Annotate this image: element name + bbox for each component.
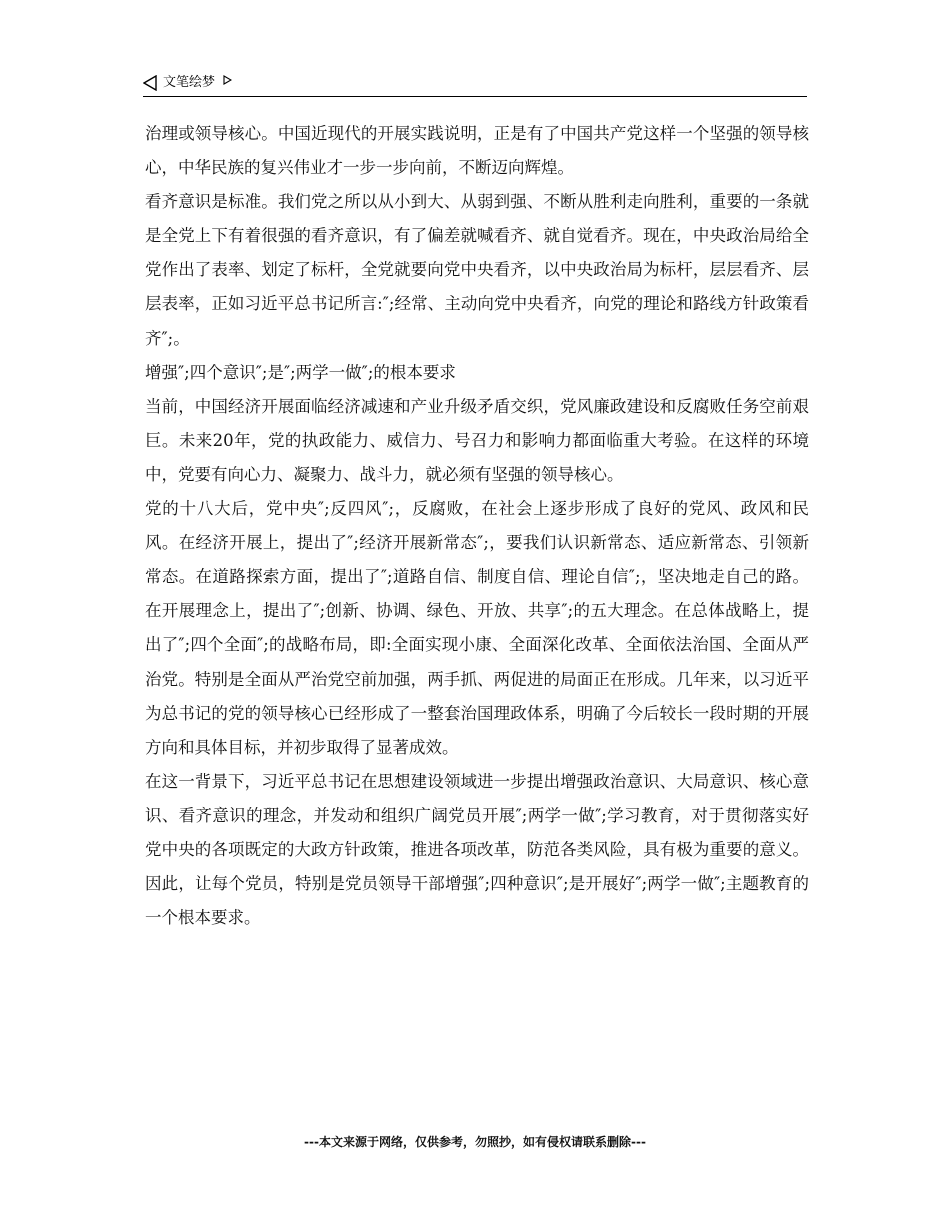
paragraph: 看齐意识是标准。我们党之所以从小到大、从弱到强、不断从胜利走向胜利，重要的一条就是全党上下有着很强的看齐意识，有了偏差就喊看齐、就自觉看齐。现在，中央政治局给全党作出了表率、划定了标杆，全党就要向党中央看齐，以中央政治局为标杆，层层看齐、层层表率，正如习近平总书记所言:″;经常、主动向党中央看齐，向党的理论和路线方针政策看齐″;。 [145,192,809,348]
paragraph: 治理或领导核心。中国近现代的开展实践说明，正是有了中国共产党这样一个坚强的领导核心，中华民族的复兴伟业才一步一步向前，不断迈向辉煌。 [145,124,809,178]
document-body [145,117,809,935]
header-title: 文笔绘梦 [163,75,216,90]
paragraph: 党的十八大后，党中央″;反四风″;，反腐败，在社会上逐步形成了良好的党风、政风和民风。在经济开展上，提出了″;经济开展新常态″;，要我们认识新常态、适应新常态、引领新常态。在道路探索方面，提出了″;道路自信、制度自信、理论自信″;，坚决地走自己的路。在开展理念上，提出了″;创新、协调、绿色、开放、共享″;的五大理念。在总体战略上，提出了″;四个全面″;的战略布局，即:全面实现小康、全面深化改革、全面依法治国、全面从严治党。特别是全面从严治党空前加强，两手抓、两促进的局面正在形成。几年来，以习近平为总书记的党的领导核心已经形成了一整套治国理政体系，明确了今后较长一段时期的开展方向和具体目标，并初步取得了显著成效。 [145,499,809,757]
paragraph: 当前，中国经济开展面临经济减速和产业升级矛盾交织，党风廉政建设和反腐败任务空前艰巨。未来20年，党的执政能力、威信力、号召力和影响力都面临重大考验。在这样的环境中，党要有向心力、凝聚力、战斗力，就必须有坚强的领导核心。 [145,396,809,484]
header-brand [143,72,232,94]
footer-notice: ---本文来源于网络，仅供参考，勿照抄，如有侵权请联系删除--- [304,1135,646,1149]
page-header [143,70,807,97]
triangle-right-icon [223,75,232,85]
paragraph: 在这一背景下，习近平总书记在思想建设领域进一步提出增强政治意识、大局意识、核心意识、看齐意识的理念，并发动和组织广阔党员开展″;两学一做″;学习教育，对于贯彻落实好党中央的各项既定的大政方针政策，推进各项改革，防范各类风险，具有极为重要的意义。因此，让每个党员，特别是党员领导干部增强″;四种意识″;是开展好″;两学一做″;主题教育的一个根本要求。 [145,771,809,928]
triangle-left-icon [143,75,157,91]
section-heading: 增强″;四个意识″;是″;两学一做″;的根本要求 [145,362,456,382]
